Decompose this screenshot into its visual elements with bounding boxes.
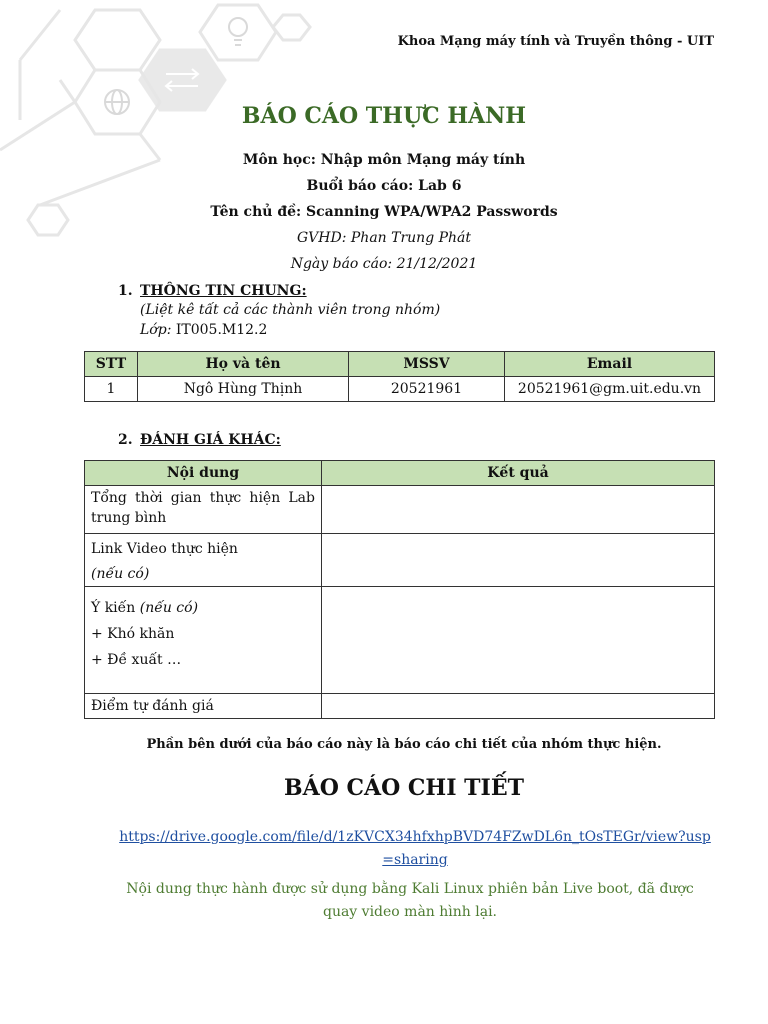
result-self-score[interactable] bbox=[322, 694, 715, 719]
opinion-difficulty: + Khó khăn bbox=[91, 626, 175, 642]
report-date-line: Ngày báo cáo: 21/12/2021 bbox=[290, 256, 478, 272]
class-line bbox=[140, 322, 267, 338]
detail-note: Nội dung thực hành được sử dụng bằng Kali Linux phiên bản Live boot, đã được quay video màn hình lại. bbox=[126, 881, 694, 920]
table-row bbox=[85, 486, 715, 534]
detail-intro-note: Phần bên dưới của báo cáo này là báo cáo chi tiết của nhóm thực hiện. bbox=[146, 737, 662, 752]
instructor-line: GVHD: Phan Trung Phát bbox=[296, 230, 472, 246]
video-drive-link[interactable]: https://drive.google.com/file/d/1zKVCX34hfxhpBVD74FZwDL6n_tOsTEGr/view?usp=sharing bbox=[119, 829, 711, 868]
opinion-prefix: Ý kiến bbox=[91, 600, 136, 616]
topic-line: Tên chủ đề: Scanning WPA/WPA2 Passwords bbox=[210, 204, 558, 220]
cell-email: 20521961@gm.uit.edu.vn bbox=[505, 377, 715, 402]
col-header-stt: STT bbox=[85, 352, 138, 377]
cell-stt: 1 bbox=[85, 377, 138, 402]
col-header-mssv: MSSV bbox=[349, 352, 505, 377]
section-1-number: 1. bbox=[118, 283, 133, 299]
opinion-suffix: (nếu có) bbox=[139, 600, 199, 616]
col-header-email: Email bbox=[505, 352, 715, 377]
table-row bbox=[85, 377, 715, 402]
detail-title: BÁO CÁO CHI TIẾT bbox=[284, 775, 524, 801]
evaluation-table-header bbox=[85, 461, 715, 486]
members-table bbox=[84, 351, 715, 402]
table-row bbox=[85, 587, 715, 694]
evaluation-table bbox=[84, 460, 715, 719]
subject-line: Môn học: Nhập môn Mạng máy tính bbox=[242, 152, 526, 168]
section-2-number: 2. bbox=[118, 432, 133, 448]
faculty-header: Khoa Mạng máy tính và Truyền thông - UIT bbox=[397, 34, 714, 49]
col-header-content: Nội dung bbox=[85, 461, 322, 486]
row-opinion-label bbox=[91, 595, 315, 621]
section-2-title: ĐÁNH GIÁ KHÁC: bbox=[140, 432, 281, 448]
result-total-time[interactable] bbox=[322, 486, 715, 534]
row-self-score: Điểm tự đánh giá bbox=[85, 694, 322, 719]
members-note: (Liệt kê tất cả các thành viên trong nhóm) bbox=[140, 302, 441, 318]
row-video-link-label: Link Video thực hiện bbox=[91, 541, 238, 557]
class-label: Lớp: bbox=[140, 322, 172, 338]
row-total-time-label: Tổng thời gian thực hiện Lab trung bình bbox=[91, 490, 315, 526]
result-opinion[interactable] bbox=[322, 587, 715, 694]
col-header-name: Họ và tên bbox=[138, 352, 349, 377]
lightbulb-icon bbox=[229, 18, 247, 45]
opinion-suggestion: + Đề xuất … bbox=[91, 652, 182, 668]
row-video-link bbox=[85, 534, 322, 587]
row-video-link-note: (nếu có) bbox=[91, 566, 150, 582]
col-header-result: Kết quả bbox=[322, 461, 715, 486]
table-row bbox=[85, 694, 715, 719]
cell-name: Ngô Hùng Thịnh bbox=[138, 377, 349, 402]
row-opinion bbox=[85, 587, 322, 694]
members-table-header bbox=[85, 352, 715, 377]
section-1-heading bbox=[118, 283, 307, 299]
section-1-title: THÔNG TIN CHUNG: bbox=[140, 283, 307, 299]
table-row bbox=[85, 534, 715, 587]
page-title: BÁO CÁO THỰC HÀNH bbox=[241, 103, 527, 129]
row-total-time bbox=[85, 486, 322, 534]
result-video-link[interactable] bbox=[322, 534, 715, 587]
cell-mssv: 20521961 bbox=[349, 377, 505, 402]
class-value: IT005.M12.2 bbox=[171, 322, 268, 338]
session-line: Buổi báo cáo: Lab 6 bbox=[306, 178, 462, 194]
section-2-heading bbox=[118, 432, 281, 448]
